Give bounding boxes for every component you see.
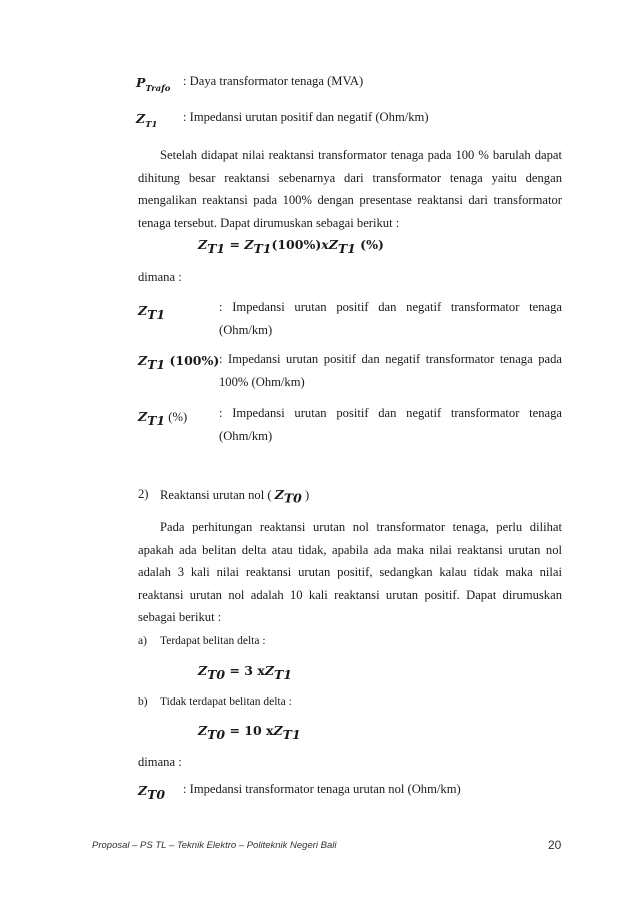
symbol-zt1: $Z_{T1}$ (136, 111, 158, 131)
paragraph-line: dihitung besar reaktansi sebenarnya dari transformator tenaga yaitu dengan (138, 170, 562, 185)
symbol-p-trafo: $P_{Trafo}$ (136, 75, 171, 95)
formula-zt0-delta: $Z_{T0} = 3$ $xZ_{T1}$ (198, 663, 292, 683)
section-heading: Reaktansi urutan nol ( $Z_{T0}$ ) (160, 487, 310, 506)
section-number: 2) (138, 487, 149, 501)
item-b-label: b) (138, 696, 148, 708)
definition-line: 100% (Ohm/km) (219, 374, 305, 389)
paragraph-line: Setelah didapat nilai reaktansi transformator tenaga pada 100 % barulah dapat (160, 148, 562, 162)
definition-line: : Impedansi urutan positif dan negatif transformator tenaga (219, 406, 562, 420)
dimana-label: dimana : (138, 270, 182, 284)
definition-zt1: : Impedansi urutan positif dan negatif (Ohm/km) (183, 110, 429, 124)
symbol-zt1-def: $Z_{T1}$ (138, 303, 166, 323)
paragraph-line: adalah 3 kali nilai reaktansi urutan positif, sedangkan kalau tidak maka nilai (138, 565, 562, 579)
paragraph-reaktansi-trafo (138, 144, 562, 234)
definition-zt1-percent (219, 402, 562, 447)
paragraph-line: mengalikan reaktansi pada 100% dengan presentase reaktansi dari transformator (138, 193, 562, 207)
footer-text: Proposal – PS TL – Teknik Elektro – Politeknik Negeri Bali (92, 840, 337, 851)
symbol-zt1-percent: $Z_{T1}$ (%) (138, 409, 188, 429)
formula-zt0-no-delta: $Z_{T0} = 10$ $xZ_{T1}$ (198, 723, 301, 743)
paragraph-reaktansi-nol (138, 516, 562, 629)
definition-line: (Ohm/km) (219, 428, 273, 443)
item-b-text: Tidak terdapat belitan delta : (160, 696, 292, 708)
symbol-zt0: $Z_{T0}$ (138, 783, 166, 803)
symbol-zt1-100: $Z_{T1}$ (100%) (138, 353, 220, 373)
formula-zt1: $Z_{T1} = Z_{T1}(100\%)xZ_{T1}$ (%) (198, 237, 384, 257)
paragraph-line: reaktansi urutan nol adalah 10 kali reaktansi urutan positif. Dapat dirumuskan (138, 587, 562, 602)
item-a-label: a) (138, 635, 147, 647)
paragraph-line: Pada perhitungan reaktansi urutan nol transformator tenaga, perlu dilihat (160, 520, 562, 534)
paragraph-line: tenaga tersebut. Dapat dirumuskan sebagai berikut : (138, 215, 400, 230)
definition-line: : Impedansi urutan positif dan negatif transformator tenaga pada (219, 352, 562, 366)
page-number: 20 (548, 838, 562, 852)
definition-p-trafo: : Daya transformator tenaga (MVA) (183, 74, 364, 88)
dimana-label-2: dimana : (138, 755, 182, 769)
definition-zt0: : Impedansi transformator tenaga urutan nol (Ohm/km) (183, 782, 461, 796)
item-a-text: Terdapat belitan delta : (160, 635, 266, 647)
definition-line: : Impedansi urutan positif dan negatif transformator tenaga (219, 300, 562, 314)
definition-line: (Ohm/km) (219, 322, 273, 337)
definition-zt1-full (219, 296, 562, 341)
paragraph-line: apakah ada belitan delta atau tidak, apabila ada maka nilai reaktansi urutan nol (138, 542, 562, 557)
paragraph-line: sebagai berikut : (138, 610, 222, 624)
definition-zt1-100 (219, 348, 562, 393)
